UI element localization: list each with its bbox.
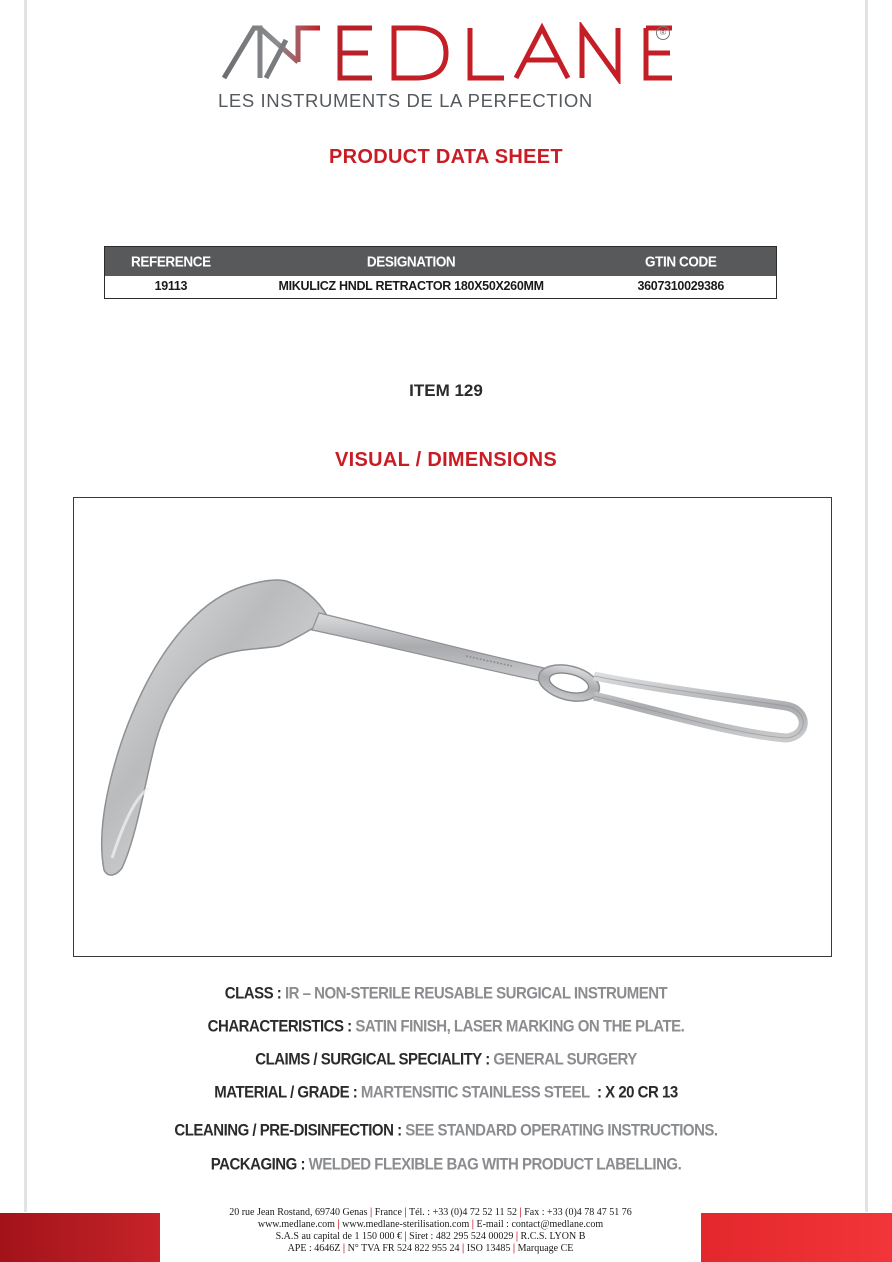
footer-tel: Tél. : +33 (0)4 72 52 11 52	[408, 1207, 518, 1218]
footer-rcs: R.C.S. LYON B	[520, 1231, 586, 1242]
spec-characteristics-value: SATIN FINISH, LASER MARKING ON THE PLATE.	[355, 1016, 685, 1037]
spec-packaging-label: PACKAGING	[210, 1154, 297, 1175]
table-header-row	[105, 247, 777, 275]
footer-sterilisation-website[interactable]: www.medlane-sterilisation.com	[342, 1219, 470, 1230]
spec-claims: CLAIMS / SURGICAL SPECIALITY : GENERAL SURGERY	[255, 1049, 637, 1070]
spec-class-value: IR – NON-STERILE REUSABLE SURGICAL INSTRUMENT	[284, 983, 668, 1004]
sheet-title: PRODUCT DATA SHEET	[329, 146, 563, 168]
spec-cleaning: CLEANING / PRE-DISINFECTION : SEE STANDARD OPERATING INSTRUCTIONS.	[174, 1120, 718, 1141]
spec-material-grade: X 20 CR 13	[605, 1082, 678, 1103]
medlane-logo	[220, 22, 675, 84]
footer-line-3: S.A.S au capital de 1 150 000 € | Siret : 482 295 524 00029 | R.C.S. LYON B	[275, 1231, 586, 1242]
brand-tagline: LES INSTRUMENTS DE LA PERFECTION	[218, 90, 593, 111]
spec-material: MATERIAL / GRADE : MARTENSITIC STAINLESS STEEL : X 20 CR 13	[214, 1082, 678, 1103]
header-designation: DESIGNATION	[237, 245, 586, 275]
header-reference: REFERENCE	[105, 245, 237, 275]
footer-website[interactable]: www.medlane.com	[257, 1219, 335, 1230]
spec-characteristics: CHARACTERISTICS : SATIN FINISH, LASER MARKING ON THE PLATE.	[207, 1016, 685, 1037]
footer-bar-left	[0, 1213, 160, 1262]
cell-designation: MIKULICZ HNDL RETRACTOR 180X50X260MM	[278, 279, 544, 293]
spec-claims-value: GENERAL SURGERY	[493, 1049, 637, 1070]
footer-fax: Fax : +33 (0)4 78 47 51 76	[524, 1207, 632, 1218]
reference-table	[104, 246, 777, 299]
table-row	[105, 274, 777, 299]
registered-mark: ®	[656, 26, 670, 40]
item-label: ITEM 129	[409, 381, 483, 400]
footer-capital: S.A.S au capital de 1 150 000 €	[275, 1231, 402, 1242]
footer-country: France	[374, 1207, 402, 1218]
spec-material-label: MATERIAL / GRADE	[214, 1082, 350, 1103]
footer-email[interactable]: E-mail : contact@medlane.com	[476, 1219, 604, 1230]
footer-address: 20 rue Jean Rostand, 69740 Genas	[229, 1207, 368, 1218]
spec-packaging: PACKAGING : WELDED FLEXIBLE BAG WITH PRODUCT LABELLING.	[210, 1154, 682, 1175]
footer-tva: N° TVA FR 524 822 955 24	[347, 1243, 460, 1254]
spec-class: CLASS : IR – NON-STERILE REUSABLE SURGICAL INSTRUMENT	[224, 983, 668, 1004]
footer-line-4: APE : 4646Z | N° TVA FR 524 822 955 24 | ISO 13485 | Marquage CE	[287, 1243, 574, 1254]
cell-gtin-code: 3607310029386	[637, 279, 724, 293]
header-gtin-code: GTIN CODE	[585, 245, 776, 275]
mikulicz-retractor-photo	[74, 498, 831, 956]
footer-contact	[160, 1207, 701, 1255]
footer-bar-right	[701, 1213, 892, 1262]
footer-iso: ISO 13485	[466, 1243, 511, 1254]
footer-ape: APE : 4646Z	[287, 1243, 341, 1254]
spec-characteristics-label: CHARACTERISTICS	[207, 1016, 344, 1037]
spec-material-value: MARTENSITIC STAINLESS STEEL	[360, 1082, 590, 1103]
footer-line-2: www.medlane.com | www.medlane-sterilisation.com | E-mail : contact@medlane.com	[257, 1219, 604, 1230]
product-photo-frame	[73, 497, 832, 957]
spec-class-label: CLASS	[224, 983, 274, 1004]
footer-ce: Marquage CE	[517, 1243, 574, 1254]
cell-reference: 19113	[154, 279, 188, 293]
spec-packaging-value: WELDED FLEXIBLE BAG WITH PRODUCT LABELLING.	[308, 1154, 682, 1175]
spec-cleaning-value: SEE STANDARD OPERATING INSTRUCTIONS.	[405, 1120, 718, 1141]
visual-dimensions-title: VISUAL / DIMENSIONS	[334, 449, 558, 471]
spec-claims-label: CLAIMS / SURGICAL SPECIALITY	[255, 1049, 482, 1070]
spec-cleaning-label: CLEANING / PRE-DISINFECTION	[174, 1120, 394, 1141]
footer-line-1: 20 rue Jean Rostand, 69740 Genas | France | Tél. : +33 (0)4 72 52 11 52 | Fax : +33 (0)4 78 47 51 76	[229, 1207, 632, 1218]
footer-siret: Siret : 482 295 524 00029	[409, 1231, 514, 1242]
